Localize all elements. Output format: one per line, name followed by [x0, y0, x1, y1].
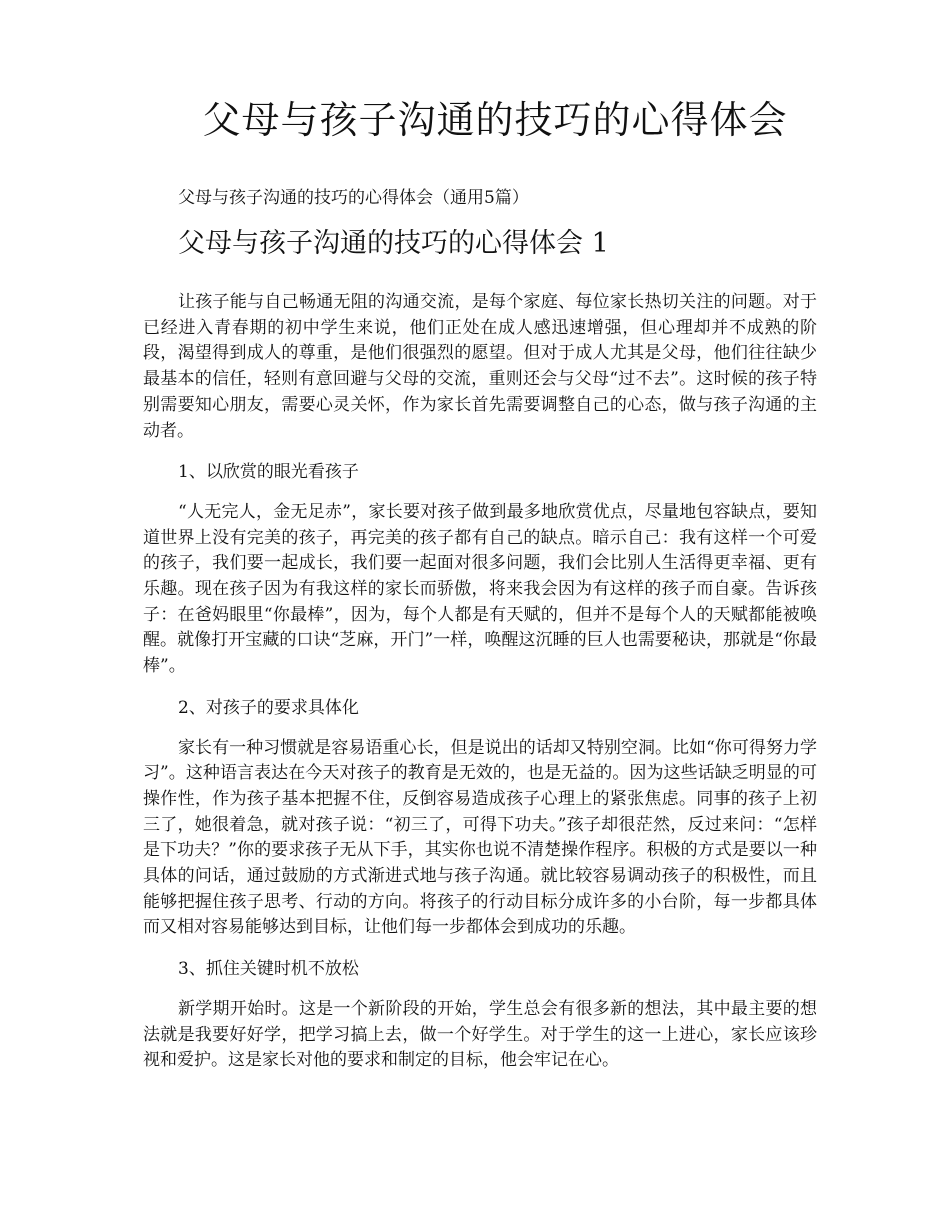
- paragraph-key-moments: 新学期开始时。这是一个新阶段的开始，学生总会有很多新的想法，其中最主要的想法就是我要好好学，把学习搞上去，做一个好学生。对于学生的这一上进心，家长应该珍视和爱护。这是家长对他的要求和制定的目标，他会牢记在心。: [143, 998, 817, 1071]
- document-subtitle: 父母与孩子沟通的技巧的心得体会（通用5篇）: [178, 188, 529, 208]
- list-heading-1: 1、以欣赏的眼光看孩子: [178, 462, 359, 483]
- document-title: 父母与孩子沟通的技巧的心得体会: [202, 98, 788, 142]
- list-heading-3: 3、抓住关键时机不放松: [178, 959, 359, 980]
- paragraph-intro: 让孩子能与自己畅通无阻的沟通交流，是每个家庭、每位家长热切关注的问题。对于已经进入青春期的初中学生来说，他们正处在成人感迅速增强，但心理却并不成熟的阶段，渴望得到成人的尊重，是他们很强烈的愿望。但对于成人尤其是父母，他们往往缺少最基本的信任，轻则有意回避与父母的交流，重则还会与父母“过不去”。这时候的孩子特别需要知心朋友，需要心灵关怀，作为家长首先需要调整自己的心态，做与孩子沟通的主动者。: [143, 292, 817, 441]
- section-heading: 父母与孩子沟通的技巧的心得体会 1: [178, 228, 609, 259]
- paragraph-specific-requirements: 家长有一种习惯就是容易语重心长，但是说出的话却又特别空洞。比如“你可得努力学习”。这种语言表达在今天对孩子的教育是无效的，也是无益的。因为这些话缺乏明显的可操作性，作为孩子基本把握不住，反倒容易造成孩子心理上的紧张焦虑。同事的孩子上初三了，她很着急，就对孩子说：“初三了，可得下功夫。”孩子却很茫然，反过来问：“怎样是下功夫？”你的要求孩子无从下手，其实你也说不清楚操作程序。积极的方式是要以一种具体的问话，通过鼓励的方式渐进式地与孩子沟通。就比较容易调动孩子的积极性，而且能够把握住孩子思考、行动的方向。将孩子的行动目标分成许多的小台阶，每一步都具体而又相对容易能够达到目标，让他们每一步都体会到成功的乐趣。: [143, 737, 817, 938]
- paragraph-appreciation: “人无完人，金无足赤”，家长要对孩子做到最多地欣赏优点，尽量地包容缺点，要知道世界上没有完美的孩子，再完美的孩子都有自己的缺点。暗示自己：我有这样一个可爱的孩子，我们要一起成长，我们要一起面对很多问题，我们会比别人生活得更幸福、更有乐趣。现在孩子因为有我这样的家长而骄傲，将来我会因为有这样的孩子而自豪。告诉孩子：在爸妈眼里“你最棒”，因为，每个人都是有天赋的，但并不是每个人的天赋都能被唤醒。就像打开宝藏的口诀“芝麻，开门”一样，唤醒这沉睡的巨人也需要秘诀，那就是“你最棒”。: [143, 501, 817, 677]
- list-heading-2: 2、对孩子的要求具体化: [178, 697, 359, 718]
- document-body: [143, 290, 817, 1090]
